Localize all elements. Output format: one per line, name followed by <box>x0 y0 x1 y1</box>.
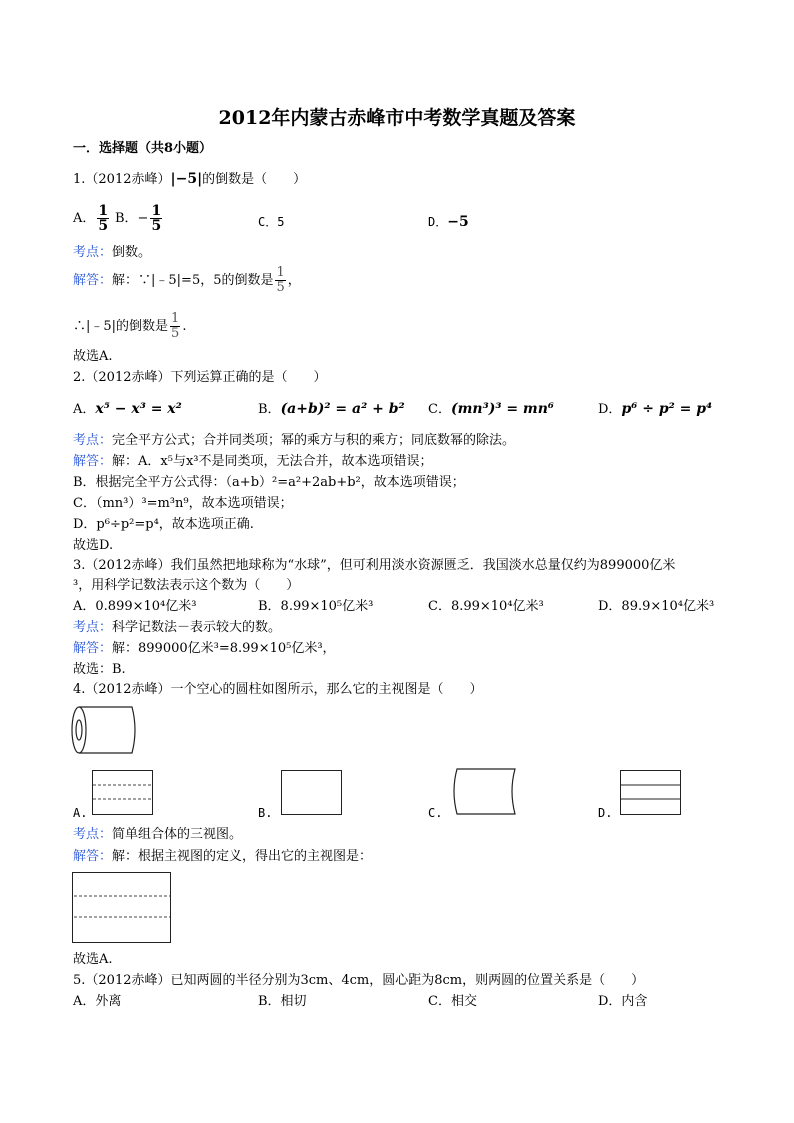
q1-option-b <box>115 204 164 233</box>
q1-option-a-fraction <box>97 204 109 233</box>
q2-stem: 2.（2012赤峰）下列运算正确的是（ ） <box>73 370 327 385</box>
q1-line2-text: ∴|﹣5|的倒数是 <box>73 319 169 334</box>
page-title: 2012年内蒙古赤峰市中考数学真题及答案 <box>218 107 576 129</box>
q1-jieda-num: 1 <box>276 265 285 280</box>
q5-stem: 5.（2012赤峰）已知两圆的半径分别为3cm、4cm，圆心距为8cm，则两圆的位置关系是（ ） <box>73 973 645 988</box>
q4-stem: 4.（2012赤峰）一个空心的圆柱如图所示，那么它的主视图是（ ） <box>73 682 483 697</box>
q1-jieda-tail: ， <box>287 273 301 288</box>
q1-stem-prefix: 1.（2012赤峰） <box>73 172 171 187</box>
q2-option-d-math: p⁶ ÷ p² = p⁴ <box>621 401 713 417</box>
q4-choose: 故选A. <box>73 952 113 967</box>
q3-kaodian-text: 科学记数法－表示较大的数。 <box>112 620 282 635</box>
q1-kaodian-text: 倒数。 <box>112 245 152 260</box>
q3-option-b: B．8.99×10⁵亿米³ <box>258 599 374 614</box>
q4-option-b-figure <box>281 770 343 816</box>
q2-option-b-label: B． <box>258 402 281 417</box>
q1-option-b-num: 1 <box>151 203 162 219</box>
q2-option-a-label: A． <box>73 402 96 417</box>
q2-kaodian-text: 完全平方公式；合并同类项；幂的乘方与积的乘方；同底数幂的除法。 <box>112 433 516 448</box>
q4-option-d-figure <box>620 770 682 816</box>
q4-jieda-text: 解：根据主视图的定义，得出它的主视图是： <box>112 849 373 864</box>
q2-jieda <box>73 453 433 471</box>
q3-jieda-label: 解答： <box>73 641 113 656</box>
q1-line2-tail: . <box>182 319 187 334</box>
q4-option-c-label: C. <box>428 806 443 820</box>
q1-choose: 故选A. <box>73 349 113 364</box>
q1-option-d-value: −5 <box>447 214 469 230</box>
q2-choose: 故选D. <box>73 538 114 553</box>
q1-option-b-label: B．− <box>115 211 149 226</box>
q1-option-b-fraction <box>150 204 162 233</box>
q1-option-a <box>73 204 111 233</box>
q3-jieda-text: 解：899000亿米³=8.99×10⁵亿米³， <box>112 641 336 656</box>
q4-kaodian-text: 简单组合体的三视图。 <box>112 827 243 842</box>
q2-jieda-label: 解答： <box>73 454 113 469</box>
q3-kaodian <box>73 619 281 637</box>
q1-line2-fraction <box>170 312 180 341</box>
q4-option-d-label: D. <box>598 806 613 820</box>
q4-option-a-figure <box>92 770 154 816</box>
q1-jieda-text: 解：∵|﹣5|=5，5的倒数是 <box>112 273 274 288</box>
q1-option-b-den: 5 <box>151 218 162 234</box>
q2-option-d-label: D． <box>598 402 622 417</box>
q5-option-d: D．内含 <box>598 994 648 1009</box>
q1-stem <box>73 170 306 189</box>
q1-jieda-label: 解答： <box>73 273 113 288</box>
section-heading: 一．选择题（共8小题） <box>73 141 213 156</box>
q3-choose: 故选：B. <box>73 662 126 677</box>
q1-option-d <box>428 213 469 231</box>
q2-kaodian <box>73 432 515 450</box>
q4-option-c-figure <box>451 767 521 817</box>
q2-option-b <box>258 400 405 419</box>
q2-option-c-math: (mn³)³ = mn⁶ <box>450 401 555 417</box>
q1-jieda-fraction <box>275 266 285 295</box>
q5-option-c: C．相交 <box>428 994 477 1009</box>
q2-line-d: D．p⁶÷p²=p⁴，故本选项正确. <box>73 517 254 532</box>
q2-kaodian-label: 考点： <box>73 433 113 448</box>
q1-jieda-den: 5 <box>276 280 285 295</box>
q1-option-a-den: 5 <box>98 218 109 234</box>
q3-stem: 3.（2012赤峰）我们虽然把地球称为“水球”，但可利用淡水资源匮乏．我国淡水总量仅约为899000亿米 <box>73 558 676 573</box>
q1-line2-den: 5 <box>171 326 180 341</box>
q1-option-d-label: D． <box>428 215 448 229</box>
q1-stem-suffix: 的倒数是（ ） <box>202 172 307 187</box>
q4-option-b-label: B. <box>258 806 273 820</box>
q1-kaodian <box>73 244 151 262</box>
hollow-cylinder-figure <box>70 705 140 755</box>
q1-abs-expression: |−5| <box>170 171 203 187</box>
q5-option-a: A．外离 <box>73 994 122 1009</box>
q3-option-d: D．89.9×10⁴亿米³ <box>598 599 715 614</box>
q1-option-a-num: 1 <box>98 203 109 219</box>
q3-kaodian-label: 考点： <box>73 620 113 635</box>
q2-jieda-text: 解：A．x⁵与x³不是同类项，无法合并，故本选项错误； <box>112 454 433 469</box>
q4-option-a-label: A. <box>73 806 88 820</box>
q4-answer-figure <box>72 872 172 944</box>
q1-kaodian-label: 考点： <box>73 245 113 260</box>
q2-option-a <box>73 400 182 419</box>
q2-option-c <box>428 400 554 419</box>
q2-option-a-math: x⁵ − x³ = x² <box>95 401 182 417</box>
q4-kaodian-label: 考点： <box>73 827 113 842</box>
q2-line-c: C．（mn³）³=m³n⁹，故本选项错误； <box>73 496 293 511</box>
q3-option-a: A．0.899×10⁴亿米³ <box>73 599 197 614</box>
q5-option-b: B．相切 <box>258 994 307 1009</box>
q1-line2 <box>73 312 186 341</box>
q2-option-c-label: C． <box>428 402 451 417</box>
q3-jieda <box>73 640 336 658</box>
q1-jieda <box>73 266 301 295</box>
q1-line2-num: 1 <box>171 311 180 326</box>
q4-jieda <box>73 848 372 866</box>
q2-option-d <box>598 400 712 419</box>
q1-option-a-label: A． <box>73 211 96 226</box>
q1-option-c: C．5 <box>258 215 285 229</box>
q2-option-b-math: (a+b)² = a² + b² <box>280 401 405 417</box>
q4-jieda-label: 解答： <box>73 849 113 864</box>
q2-line-b: B．根据完全平方公式得：（a+b）²=a²+2ab+b²，故本选项错误； <box>73 475 465 490</box>
q3-option-c: C．8.99×10⁴亿米³ <box>428 599 544 614</box>
q3-stem-line2: ³，用科学记数法表示这个数为（ ） <box>73 578 300 593</box>
q4-kaodian <box>73 826 242 844</box>
